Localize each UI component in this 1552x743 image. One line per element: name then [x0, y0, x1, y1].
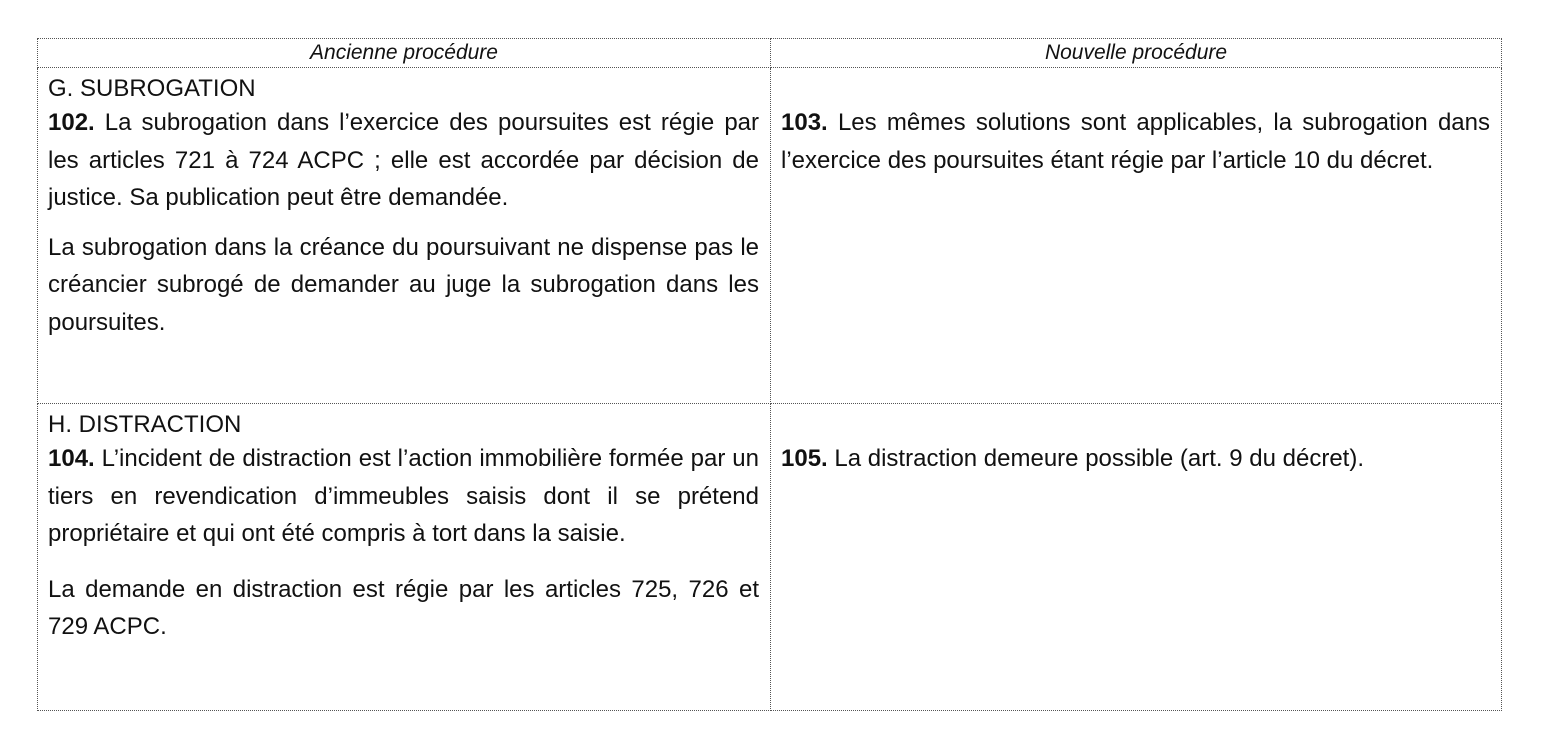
paragraph-number: 102. [48, 109, 95, 136]
comparison-table [37, 38, 1502, 711]
cell-old-subrogation [38, 68, 771, 404]
cell-new-subrogation [771, 68, 1502, 404]
paragraph-103 [781, 104, 1490, 179]
header-row [38, 39, 1502, 68]
paragraph-number: 105. [781, 445, 828, 472]
paragraph-subrogation-creance: La subrogation dans la créance du poursuivant ne dispense pas le créancier subrogé de demander au juge la subrogation dans les poursuites. [48, 233, 759, 336]
paragraph-105 [781, 440, 1490, 478]
section-heading-distraction: H. DISTRACTION [48, 411, 242, 438]
paragraph-number: 103. [781, 109, 828, 136]
section-heading-subrogation: G. SUBROGATION [48, 75, 256, 102]
paragraph-demande-distraction: La demande en distraction est régie par les articles 725, 726 et 729 ACPC. [48, 575, 759, 640]
paragraph-text: La distraction demeure possible (art. 9 du décret). [827, 445, 1364, 472]
table-row-distraction [38, 404, 1502, 711]
cell-new-distraction [771, 404, 1502, 711]
paragraph-text: Les mêmes solutions sont applicables, la subrogation dans l’exercice des poursuites étant régie par l’article 10 du décret. [781, 109, 1490, 174]
table-row-subrogation [38, 68, 1502, 404]
paragraph-102 [48, 104, 759, 217]
column-header-old: Ancienne procédure [38, 39, 771, 68]
paragraph-104 [48, 440, 759, 553]
paragraph-text: La subrogation dans l’exercice des poursuites est régie par les articles 721 à 724 ACPC ; elle est accordée par décision de justice. Sa publication peut être demandée. [48, 109, 759, 211]
paragraph-text: L’incident de distraction est l’action immobilière formée par un tiers en revendication d’immeubles saisis dont il se prétend propriétaire et qui ont été compris à tort dans la saisie. [48, 445, 759, 547]
column-header-new: Nouvelle procédure [771, 39, 1502, 68]
paragraph-number: 104. [48, 445, 95, 472]
cell-old-distraction [38, 404, 771, 711]
